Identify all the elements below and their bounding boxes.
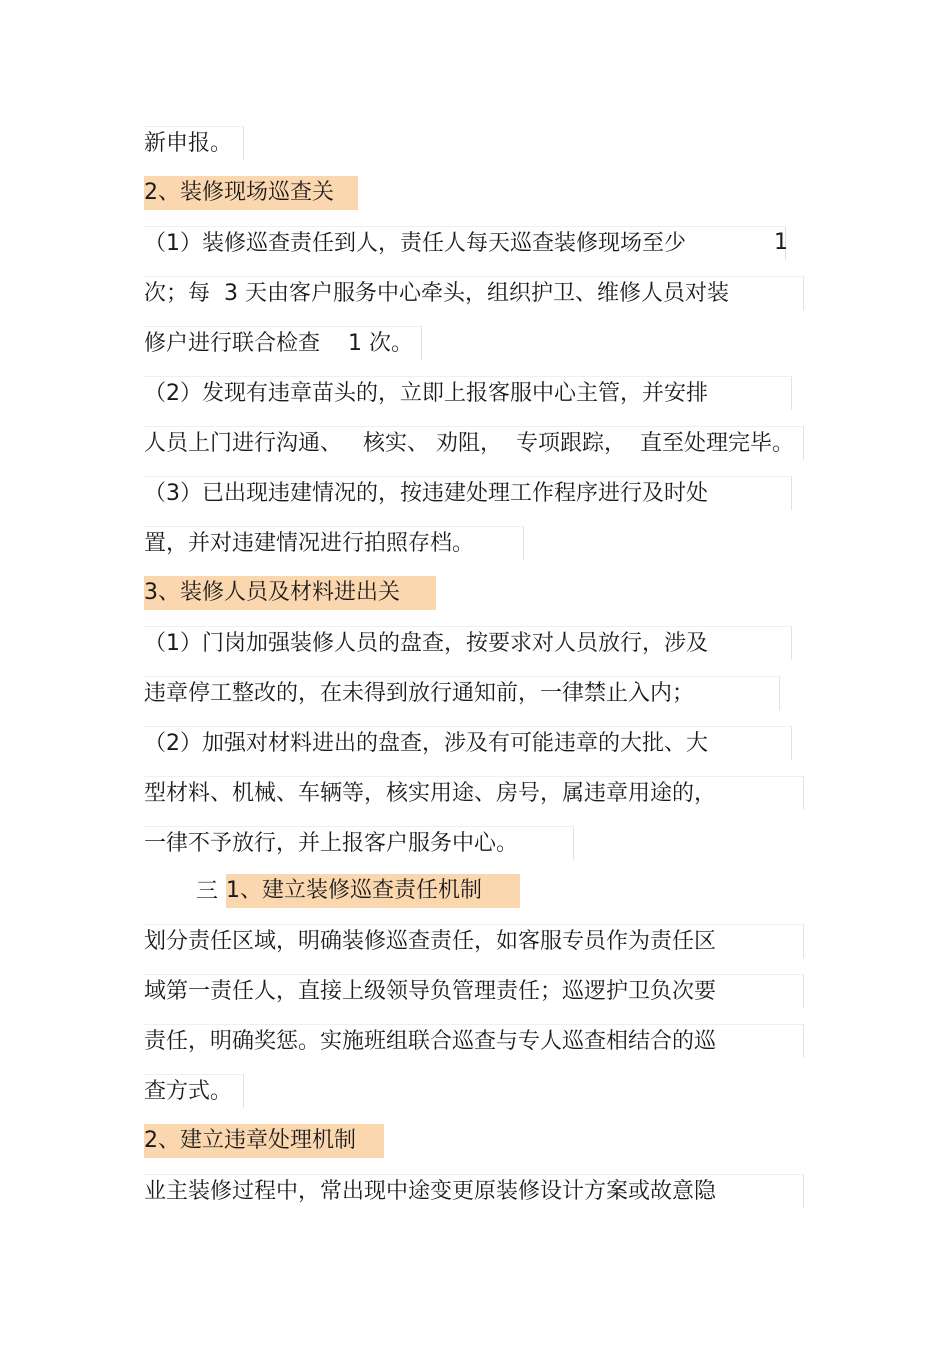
text-line-11: （1）门岗加强装修人员的盘查，按要求对人员放行，涉及 [144, 626, 792, 660]
text-line-15: 一律不予放行，并上报客户服务中心。 [144, 826, 574, 860]
text-line-22: 业主装修过程中，常出现中途变更原装修设计方案或故意隐 [144, 1174, 804, 1208]
text-line-8: （3）已出现违建情况的，按违建处理工作程序进行及时处 [144, 476, 792, 510]
text-line-20: 查方式。 [144, 1074, 244, 1108]
text-line-9: 置，并对违建情况进行拍照存档。 [144, 526, 524, 560]
section-heading-patrol-mechanism: 1、建立装修巡查责任机制 [226, 874, 520, 908]
section-heading-violation-mechanism: 2、建立违章处理机制 [144, 1124, 384, 1158]
text-line-18: 域第一责任人，直接上级领导负管理责任；巡逻护卫负次要 [144, 974, 804, 1008]
text-line-7: 人员上门进行沟通、 核实、 劝阻， 专项跟踪， 直至处理完毕。 [144, 426, 804, 460]
text-line-17: 划分责任区域，明确装修巡查责任，如客服专员作为责任区 [144, 924, 804, 958]
section-heading-decoration-patrol: 2、装修现场巡查关 [144, 176, 358, 210]
text-line-13: （2）加强对材料进出的盘查，涉及有可能违章的大批、大 [144, 726, 792, 760]
text-line-12: 违章停工整改的，在未得到放行通知前，一律禁止入内； [144, 676, 780, 710]
text-line-14: 型材料、机械、车辆等，核实用途、房号，属违章用途的， [144, 776, 804, 810]
text-line-5: 修户进行联合检查 1 次。 [144, 326, 422, 360]
text-line-19: 责任，明确奖惩。实施班组联合巡查与专人巡查相结合的巡 [144, 1024, 804, 1058]
trailing-number: 1 [774, 230, 788, 255]
text-line-1: 新申报。 [144, 126, 244, 160]
section-prefix: 三 [196, 879, 219, 904]
text-line-6: （2）发现有违章苗头的，立即上报客服中心主管，并安排 [144, 376, 792, 410]
section-heading-personnel-materials: 3、装修人员及材料进出关 [144, 576, 436, 610]
text-line-3: （1）装修巡查责任到人，责任人每天巡查装修现场至少 [144, 226, 786, 260]
text-line-4: 次；每 3 天由客户服务中心牵头，组织护卫、维修人员对装 [144, 276, 804, 310]
